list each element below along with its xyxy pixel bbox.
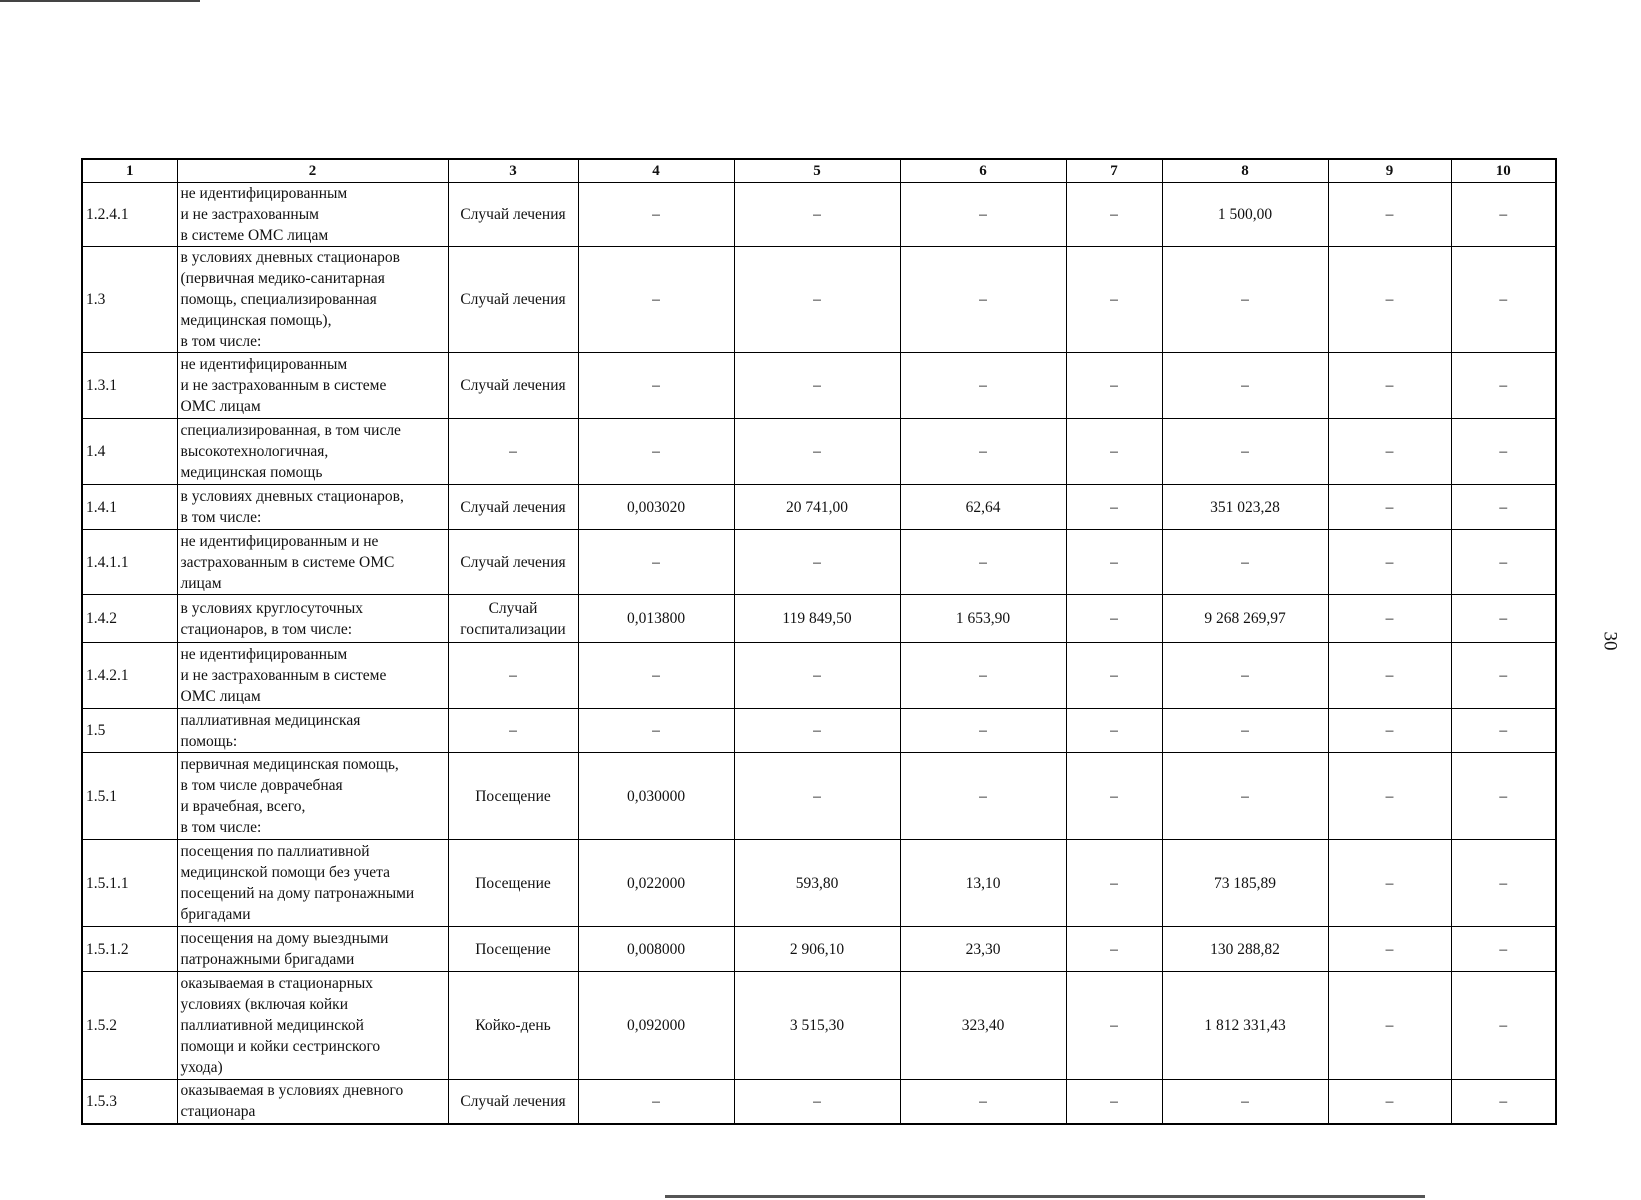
header-row [82, 159, 1556, 183]
cell-row-number: 1.5.1.1 [82, 840, 177, 927]
cell-value-col4: – [578, 709, 734, 753]
cell-value-col6: 13,10 [900, 840, 1066, 927]
cell-row-number: 1.4.2.1 [82, 643, 177, 709]
cell-value-col7: – [1066, 1080, 1162, 1124]
table-row [82, 927, 1556, 972]
cell-value-col4: 0,092000 [578, 972, 734, 1080]
cell-value-col6: – [900, 530, 1066, 595]
cell-value-col10: – [1451, 353, 1556, 419]
cell-value-col9: – [1328, 530, 1451, 595]
table-row [82, 183, 1556, 247]
column-header-4: 4 [578, 159, 734, 183]
cell-indicator-name: в условиях дневных стационаров (первичная медико-санитарная помощь, специализированная медицинская помощь), в том числе: [177, 247, 448, 353]
cell-value-col7: – [1066, 353, 1162, 419]
cell-unit: Случай лечения [448, 530, 578, 595]
cell-value-col5: 20 741,00 [734, 485, 900, 530]
cell-value-col6: 62,64 [900, 485, 1066, 530]
table-row [82, 485, 1556, 530]
cell-value-col7: – [1066, 972, 1162, 1080]
cell-row-number: 1.5 [82, 709, 177, 753]
cell-value-col10: – [1451, 419, 1556, 485]
cell-value-col4: – [578, 353, 734, 419]
cell-value-col10: – [1451, 643, 1556, 709]
cell-value-col10: – [1451, 485, 1556, 530]
cell-value-col5: – [734, 530, 900, 595]
cell-value-col7: – [1066, 247, 1162, 353]
cell-value-col8: 1 812 331,43 [1162, 972, 1328, 1080]
cell-value-col8: – [1162, 1080, 1328, 1124]
column-header-7: 7 [1066, 159, 1162, 183]
cell-unit: Случай лечения [448, 1080, 578, 1124]
table-row [82, 840, 1556, 927]
cell-unit: Случай госпитализации [448, 595, 578, 643]
scan-edge-line-top [0, 0, 200, 2]
cell-value-col5: – [734, 419, 900, 485]
cell-value-col9: – [1328, 643, 1451, 709]
cell-value-col5: – [734, 643, 900, 709]
cell-value-col10: – [1451, 927, 1556, 972]
cell-row-number: 1.3.1 [82, 353, 177, 419]
cell-unit: – [448, 643, 578, 709]
column-header-2: 2 [177, 159, 448, 183]
cell-indicator-name: не идентифицированным и не застрахованным в системе ОМС лицам [177, 643, 448, 709]
cell-value-col10: – [1451, 1080, 1556, 1124]
column-header-10: 10 [1451, 159, 1556, 183]
cell-value-col6: 323,40 [900, 972, 1066, 1080]
cell-value-col10: – [1451, 709, 1556, 753]
cell-value-col7: – [1066, 643, 1162, 709]
cell-value-col8: – [1162, 709, 1328, 753]
cell-unit: Случай лечения [448, 485, 578, 530]
cell-indicator-name: оказываемая в стационарных условиях (включая койки паллиативной медицинской помощи и койки сестринского ухода) [177, 972, 448, 1080]
cell-value-col8: 73 185,89 [1162, 840, 1328, 927]
column-header-5: 5 [734, 159, 900, 183]
table-row [82, 247, 1556, 353]
cell-indicator-name: первичная медицинская помощь, в том числе доврачебная и врачебная, всего, в том числе: [177, 753, 448, 840]
cell-indicator-name: посещения по паллиативной медицинской помощи без учета посещений на дому патронажными бригадами [177, 840, 448, 927]
scan-edge-line-bottom [665, 1195, 1425, 1198]
cell-value-col8: – [1162, 530, 1328, 595]
cell-row-number: 1.2.4.1 [82, 183, 177, 247]
cell-value-col4: – [578, 643, 734, 709]
cell-value-col8: – [1162, 643, 1328, 709]
cell-row-number: 1.4.2 [82, 595, 177, 643]
cell-value-col9: – [1328, 972, 1451, 1080]
cell-value-col10: – [1451, 595, 1556, 643]
cell-value-col6: – [900, 353, 1066, 419]
data-table [81, 158, 1557, 1125]
cell-row-number: 1.5.1 [82, 753, 177, 840]
cell-value-col6: 1 653,90 [900, 595, 1066, 643]
cell-value-col4: 0,013800 [578, 595, 734, 643]
cell-value-col8: 9 268 269,97 [1162, 595, 1328, 643]
cell-indicator-name: в условиях дневных стационаров, в том числе: [177, 485, 448, 530]
cell-value-col4: 0,003020 [578, 485, 734, 530]
cell-row-number: 1.3 [82, 247, 177, 353]
cell-value-col8: – [1162, 353, 1328, 419]
table-body [82, 183, 1556, 1124]
cell-value-col4: – [578, 530, 734, 595]
column-header-8: 8 [1162, 159, 1328, 183]
cell-unit: Посещение [448, 927, 578, 972]
cell-value-col4: 0,008000 [578, 927, 734, 972]
page-number: 30 [1599, 631, 1621, 651]
column-header-6: 6 [900, 159, 1066, 183]
cell-value-col8: 130 288,82 [1162, 927, 1328, 972]
cell-row-number: 1.4.1.1 [82, 530, 177, 595]
table-row [82, 643, 1556, 709]
cell-value-col7: – [1066, 419, 1162, 485]
cell-value-col4: 0,030000 [578, 753, 734, 840]
cell-row-number: 1.4.1 [82, 485, 177, 530]
cell-value-col10: – [1451, 840, 1556, 927]
cell-value-col9: – [1328, 1080, 1451, 1124]
cell-value-col5: – [734, 353, 900, 419]
cell-value-col9: – [1328, 183, 1451, 247]
table-row [82, 972, 1556, 1080]
cell-indicator-name: паллиативная медицинская помощь: [177, 709, 448, 753]
cell-value-col5: 119 849,50 [734, 595, 900, 643]
cell-value-col10: – [1451, 753, 1556, 840]
cell-unit: – [448, 419, 578, 485]
cell-value-col7: – [1066, 595, 1162, 643]
cell-value-col5: – [734, 709, 900, 753]
cell-value-col4: – [578, 247, 734, 353]
cell-value-col7: – [1066, 840, 1162, 927]
cell-value-col8: 1 500,00 [1162, 183, 1328, 247]
cell-value-col9: – [1328, 709, 1451, 753]
cell-value-col5: – [734, 183, 900, 247]
cell-value-col7: – [1066, 183, 1162, 247]
cell-value-col7: – [1066, 927, 1162, 972]
cell-indicator-name: не идентифицированным и не застрахованным в системе ОМС лицам [177, 353, 448, 419]
cell-value-col9: – [1328, 840, 1451, 927]
cell-value-col6: – [900, 419, 1066, 485]
column-header-1: 1 [82, 159, 177, 183]
cell-value-col8: – [1162, 419, 1328, 485]
cell-value-col9: – [1328, 753, 1451, 840]
table-row [82, 353, 1556, 419]
cell-indicator-name: посещения на дому выездными патронажными бригадами [177, 927, 448, 972]
table-row [82, 530, 1556, 595]
cell-value-col9: – [1328, 419, 1451, 485]
cell-value-col4: – [578, 183, 734, 247]
cell-row-number: 1.4 [82, 419, 177, 485]
cell-value-col6: – [900, 183, 1066, 247]
cell-value-col6: – [900, 753, 1066, 840]
cell-indicator-name: не идентифицированным и не застрахованным в системе ОМС лицам [177, 183, 448, 247]
cell-value-col8: – [1162, 753, 1328, 840]
cell-value-col7: – [1066, 485, 1162, 530]
column-header-9: 9 [1328, 159, 1451, 183]
cell-value-col5: – [734, 1080, 900, 1124]
cell-value-col10: – [1451, 183, 1556, 247]
cell-value-col6: – [900, 709, 1066, 753]
cell-value-col10: – [1451, 247, 1556, 353]
cell-unit: Посещение [448, 840, 578, 927]
cell-row-number: 1.5.2 [82, 972, 177, 1080]
cell-unit: – [448, 709, 578, 753]
cell-value-col10: – [1451, 530, 1556, 595]
table-row [82, 595, 1556, 643]
cell-value-col4: – [578, 1080, 734, 1124]
cell-unit: Случай лечения [448, 247, 578, 353]
table-row [82, 419, 1556, 485]
cell-value-col6: – [900, 247, 1066, 353]
cell-value-col5: – [734, 753, 900, 840]
cell-unit: Посещение [448, 753, 578, 840]
table-row [82, 1080, 1556, 1124]
cell-value-col9: – [1328, 247, 1451, 353]
cell-row-number: 1.5.1.2 [82, 927, 177, 972]
cell-value-col8: – [1162, 247, 1328, 353]
cell-value-col5: 593,80 [734, 840, 900, 927]
cell-value-col9: – [1328, 927, 1451, 972]
cell-indicator-name: не идентифицированным и не застрахованным в системе ОМС лицам [177, 530, 448, 595]
cell-value-col6: – [900, 1080, 1066, 1124]
table-row [82, 753, 1556, 840]
cell-value-col9: – [1328, 353, 1451, 419]
cell-indicator-name: в условиях круглосуточных стационаров, в том числе: [177, 595, 448, 643]
cell-value-col9: – [1328, 485, 1451, 530]
cell-value-col9: – [1328, 595, 1451, 643]
table-row [82, 709, 1556, 753]
cell-value-col10: – [1451, 972, 1556, 1080]
cell-unit: Койко-день [448, 972, 578, 1080]
column-header-3: 3 [448, 159, 578, 183]
cell-unit: Случай лечения [448, 183, 578, 247]
cell-value-col5: – [734, 247, 900, 353]
cell-indicator-name: оказываемая в условиях дневного стационара [177, 1080, 448, 1124]
cell-value-col6: – [900, 643, 1066, 709]
cell-indicator-name: специализированная, в том числе высокотехнологичная, медицинская помощь [177, 419, 448, 485]
cell-value-col6: 23,30 [900, 927, 1066, 972]
cell-value-col5: 2 906,10 [734, 927, 900, 972]
cell-value-col8: 351 023,28 [1162, 485, 1328, 530]
cell-value-col7: – [1066, 753, 1162, 840]
cell-value-col7: – [1066, 709, 1162, 753]
cell-row-number: 1.5.3 [82, 1080, 177, 1124]
cell-value-col7: – [1066, 530, 1162, 595]
cell-value-col5: 3 515,30 [734, 972, 900, 1080]
cell-value-col4: – [578, 419, 734, 485]
cell-unit: Случай лечения [448, 353, 578, 419]
cell-value-col4: 0,022000 [578, 840, 734, 927]
